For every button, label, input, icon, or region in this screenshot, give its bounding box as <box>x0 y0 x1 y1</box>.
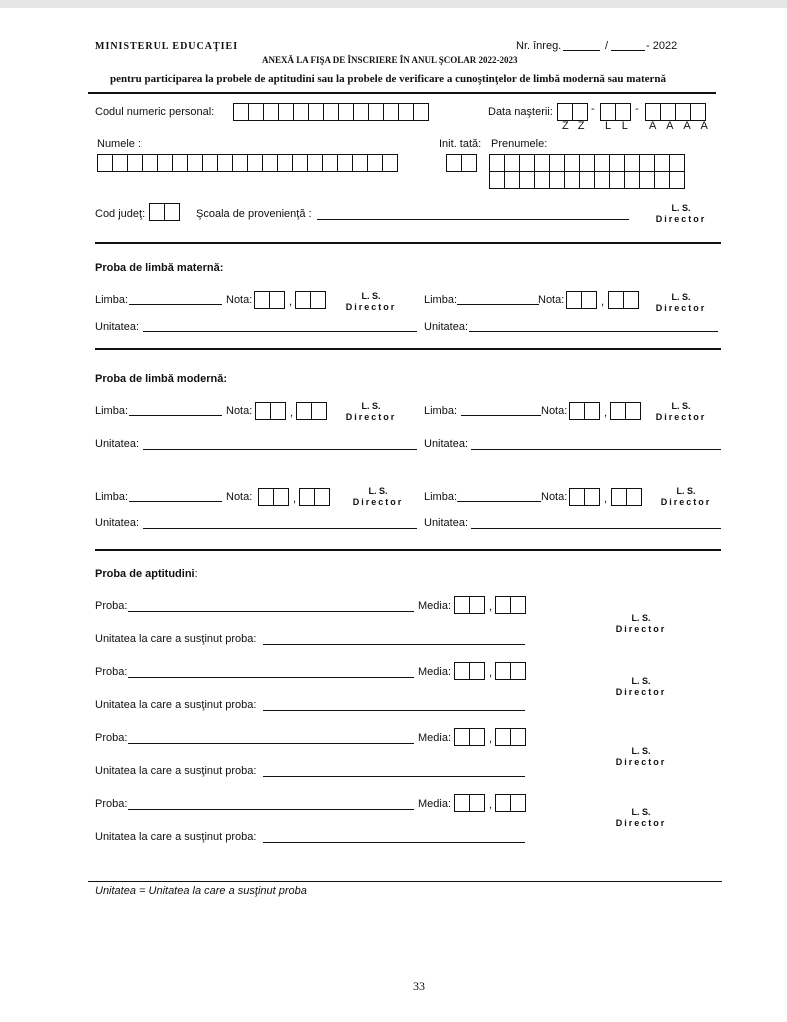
birth-year-hint: A A A A <box>649 120 712 132</box>
footer-divider <box>88 881 722 882</box>
modern-grade-comma-2: , <box>604 407 608 419</box>
aptitude-test-field-3[interactable] <box>128 743 414 744</box>
aptitude-average-integer-boxes-4[interactable] <box>454 794 485 812</box>
modern-language-label-4: Limba: <box>424 491 458 503</box>
stamp-director: L. S. Director <box>345 291 397 312</box>
aptitude-average-integer-boxes-3[interactable] <box>454 728 485 746</box>
stamp-director: L. S. Director <box>655 401 707 422</box>
maternal-grade-comma-2: , <box>601 296 605 308</box>
maternal-grade-decimal-boxes-2[interactable] <box>608 291 639 309</box>
aptitude-average-label-3: Media: <box>418 732 452 744</box>
aptitude-average-comma-4: , <box>489 799 493 811</box>
aptitude-unit-field-3[interactable] <box>263 776 525 777</box>
first-name-boxes-row-2[interactable] <box>489 171 685 189</box>
modern-section-title: Proba de limbă modernă: <box>95 373 228 385</box>
maternal-unit-field[interactable] <box>143 331 417 332</box>
footnote: Unitatea = Unitatea la care a susţinut proba <box>95 885 307 897</box>
stamp-director: L. S. Director <box>615 676 667 697</box>
aptitude-test-field-2[interactable] <box>128 677 414 678</box>
modern-unit-field-2[interactable] <box>471 449 721 450</box>
aptitude-average-decimal-boxes-3[interactable] <box>495 728 526 746</box>
first-name-boxes-row-1[interactable] <box>489 154 685 172</box>
modern-language-field-2[interactable] <box>461 415 541 416</box>
page-number: 33 <box>413 979 425 993</box>
stamp-director: L. S. Director <box>615 613 667 634</box>
school-label: Şcoala de provenienţă : <box>196 208 312 220</box>
modern-grade-integer-boxes-4[interactable] <box>569 488 600 506</box>
stamp-director: L. S. Director <box>655 292 707 313</box>
aptitude-unit-field[interactable] <box>263 644 525 645</box>
aptitude-average-decimal-boxes-4[interactable] <box>495 794 526 812</box>
aptitude-average-decimal-boxes-2[interactable] <box>495 662 526 680</box>
birth-month-boxes[interactable] <box>600 103 631 121</box>
birth-month-hint: L L <box>605 120 632 132</box>
last-name-label: Numele : <box>97 138 142 150</box>
window-top-bar <box>0 0 787 8</box>
aptitude-unit-field-4[interactable] <box>263 842 525 843</box>
modern-grade-decimal-boxes-4[interactable] <box>611 488 642 506</box>
maternal-unit-label: Unitatea: <box>95 321 140 333</box>
modern-grade-comma-3: , <box>293 493 297 505</box>
aptitude-average-label-4: Media: <box>418 798 452 810</box>
stamp-director: L. S. Director <box>660 486 712 507</box>
aptitude-average-integer-boxes-2[interactable] <box>454 662 485 680</box>
form-subtitle: pentru participarea la probele de aptitudini sau la probele de verificare a cunoştinţelor de limbă modernă sau maternă <box>110 73 666 85</box>
modern-grade-decimal-boxes-2[interactable] <box>610 402 641 420</box>
modern-grade-integer-boxes-3[interactable] <box>258 488 289 506</box>
modern-grade-integer-boxes[interactable] <box>255 402 286 420</box>
aptitude-test-field-4[interactable] <box>128 809 414 810</box>
father-initial-boxes[interactable] <box>446 154 477 172</box>
modern-grade-decimal-boxes[interactable] <box>296 402 327 420</box>
registration-label: Nr. înreg. <box>516 40 562 52</box>
maternal-language-field-2[interactable] <box>457 304 539 305</box>
maternal-language-label-2: Limba: <box>424 294 458 306</box>
stamp-director: L. S. Director <box>655 203 707 224</box>
maternal-section-title: Proba de limbă maternă: <box>95 262 224 274</box>
maternal-unit-label-2: Unitatea: <box>424 321 469 333</box>
modern-unit-field-4[interactable] <box>471 528 721 529</box>
section-divider <box>95 242 721 244</box>
modern-grade-label-3: Nota: <box>226 491 253 503</box>
cnp-label: Codul numeric personal: <box>95 106 215 118</box>
aptitude-section-title: Proba de aptitudini: <box>95 568 198 580</box>
maternal-grade-label: Nota: <box>226 294 253 306</box>
section-divider <box>95 549 721 551</box>
aptitude-test-label-3: Proba: <box>95 732 128 744</box>
maternal-grade-comma: , <box>289 296 293 308</box>
aptitude-average-label: Media: <box>418 600 452 612</box>
section-divider <box>88 92 716 94</box>
county-code-boxes[interactable] <box>149 203 180 221</box>
modern-language-field-4[interactable] <box>457 501 541 502</box>
modern-grade-comma: , <box>290 407 294 419</box>
maternal-unit-field-2[interactable] <box>469 331 718 332</box>
modern-unit-label-2: Unitatea: <box>424 438 469 450</box>
father-initial-label: Init. tată: <box>439 138 482 150</box>
aptitude-average-integer-boxes[interactable] <box>454 596 485 614</box>
county-code-label: Cod judeţ: <box>95 208 146 220</box>
modern-unit-label-4: Unitatea: <box>424 517 469 529</box>
modern-unit-field[interactable] <box>143 449 417 450</box>
modern-language-field-3[interactable] <box>129 501 222 502</box>
modern-grade-comma-4: , <box>604 493 608 505</box>
birth-dash-2: - <box>635 103 639 115</box>
modern-language-label-2: Limba: <box>424 405 458 417</box>
birth-day-boxes[interactable] <box>557 103 588 121</box>
aptitude-average-comma-2: , <box>489 667 493 679</box>
modern-language-label-3: Limba: <box>95 491 129 503</box>
stamp-director: L. S. Director <box>615 807 667 828</box>
last-name-boxes[interactable] <box>97 154 398 172</box>
aptitude-average-label-2: Media: <box>418 666 452 678</box>
aptitude-unit-label: Unitatea la care a susţinut proba: <box>95 633 257 645</box>
birth-dash-1: - <box>591 103 595 115</box>
aptitude-test-label-2: Proba: <box>95 666 128 678</box>
ministry-name: MINISTERUL EDUCAŢIEI <box>95 41 239 52</box>
first-name-label: Prenumele: <box>491 138 548 150</box>
maternal-grade-integer-boxes-2[interactable] <box>566 291 597 309</box>
modern-unit-field-3[interactable] <box>143 528 417 529</box>
aptitude-average-comma: , <box>489 601 493 613</box>
modern-language-label: Limba: <box>95 405 129 417</box>
registration-year: - 2022 <box>646 40 678 52</box>
section-divider <box>95 348 721 350</box>
aptitude-test-field[interactable] <box>128 611 414 612</box>
maternal-grade-decimal-boxes[interactable] <box>295 291 326 309</box>
annex-title: ANEXĂ LA FIŞA DE ÎNSCRIERE ÎN ANUL ŞCOLAR 2022-2023 <box>262 55 518 65</box>
modern-grade-label-2: Nota: <box>541 405 568 417</box>
aptitude-average-decimal-boxes[interactable] <box>495 596 526 614</box>
registration-slash: / <box>605 40 609 52</box>
aptitude-unit-label-3: Unitatea la care a susţinut proba: <box>95 765 257 777</box>
modern-grade-label: Nota: <box>226 405 253 417</box>
school-field[interactable] <box>317 219 629 220</box>
aptitude-average-comma-3: , <box>489 733 493 745</box>
cnp-input-boxes[interactable] <box>233 103 429 121</box>
modern-unit-label: Unitatea: <box>95 438 140 450</box>
registration-date-field[interactable] <box>611 50 645 51</box>
modern-grade-label-4: Nota: <box>541 491 568 503</box>
aptitude-unit-field-2[interactable] <box>263 710 525 711</box>
maternal-language-field[interactable] <box>129 304 222 305</box>
maternal-grade-label-2: Nota: <box>538 294 565 306</box>
stamp-director: L. S. Director <box>352 486 404 507</box>
aptitude-test-label: Proba: <box>95 600 128 612</box>
modern-unit-label-3: Unitatea: <box>95 517 140 529</box>
birth-date-label: Data naşterii: <box>488 106 553 118</box>
aptitude-test-label-4: Proba: <box>95 798 128 810</box>
modern-language-field[interactable] <box>129 415 222 416</box>
stamp-director: L. S. Director <box>345 401 397 422</box>
modern-grade-decimal-boxes-3[interactable] <box>299 488 330 506</box>
registration-number-field[interactable] <box>563 50 600 51</box>
aptitude-unit-label-4: Unitatea la care a susţinut proba: <box>95 831 257 843</box>
stamp-director: L. S. Director <box>615 746 667 767</box>
maternal-grade-integer-boxes[interactable] <box>254 291 285 309</box>
birth-year-boxes[interactable] <box>645 103 706 121</box>
aptitude-unit-label-2: Unitatea la care a susţinut proba: <box>95 699 257 711</box>
modern-grade-integer-boxes-2[interactable] <box>569 402 600 420</box>
maternal-language-label: Limba: <box>95 294 129 306</box>
birth-day-hint: Z Z <box>562 120 588 132</box>
